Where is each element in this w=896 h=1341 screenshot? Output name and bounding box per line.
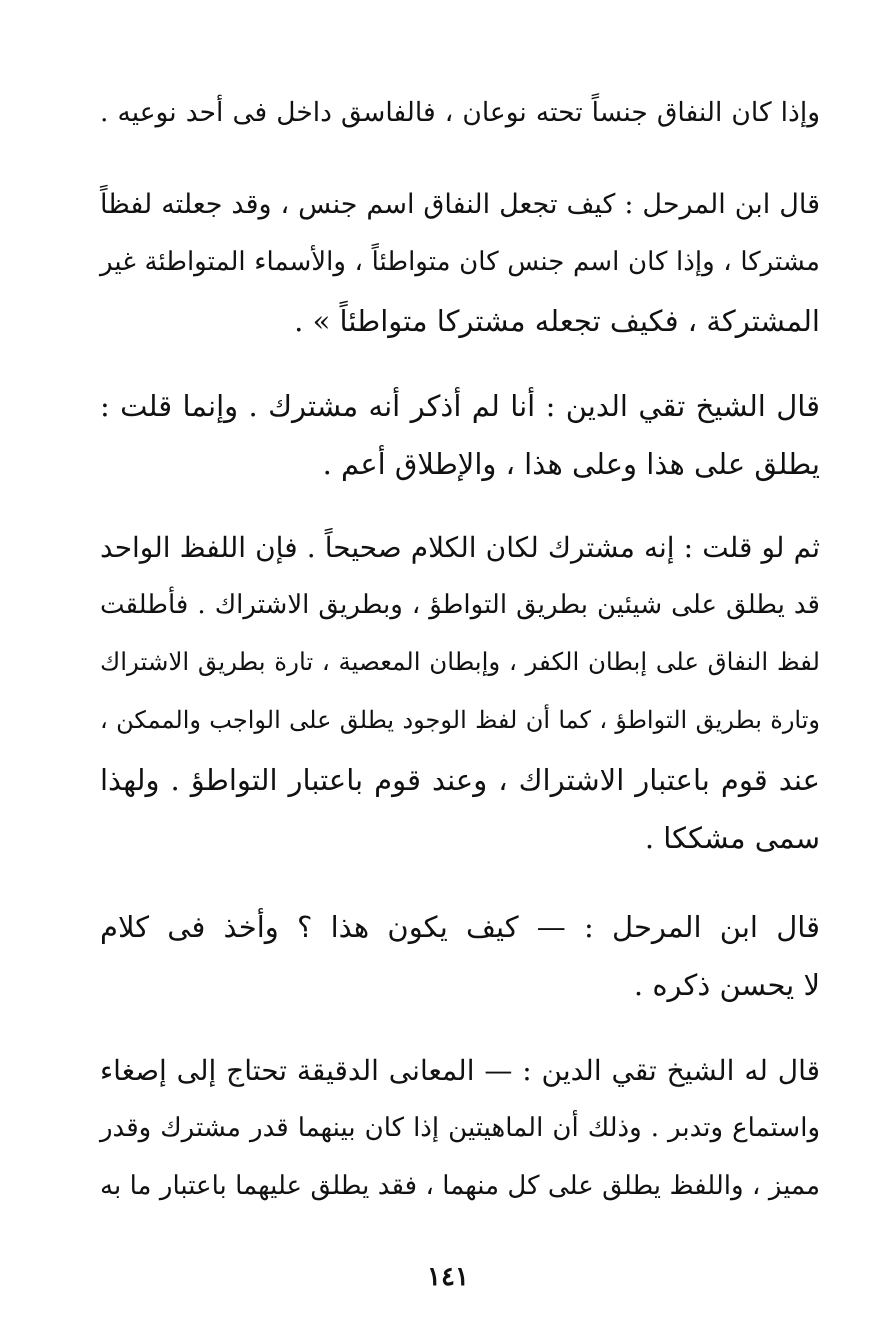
text-line: عند قوم باعتبار الاشتراك ، وعند قوم باعتبار التواطؤ . ولهذا xyxy=(100,763,820,797)
text-line: يطلق على هذا وعلى هذا ، والإطلاق أعم . xyxy=(322,447,820,481)
text-line: المشتركة ، فكيف تجعله مشتركا متواطئاً » . xyxy=(294,304,820,338)
text-line: سمى مشككا . xyxy=(644,821,820,855)
text-line: قال ابن المرحل : — كيف يكون هذا ؟ وأخذ فى كلام xyxy=(100,910,820,944)
paragraph-3 xyxy=(100,389,821,494)
text-line: مشتركا ، وإذا كان اسم جنس كان متواطئاً ، والأسماء المتواطئة غير xyxy=(100,247,820,277)
paragraph-4 xyxy=(100,531,820,868)
text-line: واستماع وتدبر . وذلك أن الماهيتين إذا كان بينهما قدر مشترك وقدر xyxy=(100,1113,820,1143)
text-line: لا يحسن ذكره . xyxy=(633,968,820,1002)
text-line: قال الشيخ تقي الدين : أنا لم أذكر أنه مشترك . وإنما قلت : xyxy=(100,389,821,423)
paragraph-5 xyxy=(100,910,820,1015)
page-number: ١٤١ xyxy=(427,1262,469,1292)
paragraph-1 xyxy=(100,97,820,144)
text-line: مميز ، واللفظ يطلق على كل منهما ، فقد يطلق عليهما باعتبار ما به xyxy=(100,1171,820,1201)
text-line: قال ابن المرحل : كيف تجعل النفاق اسم جنس ، وقد جعلته لفظاً xyxy=(100,189,820,220)
text-line: قد يطلق على شيئين بطريق التواطؤ ، وبطريق الاشتراك . فأطلقت xyxy=(100,590,820,620)
text-line: لفظ النفاق على إبطان الكفر ، وإبطان المعصية ، تارة بطريق الاشتراك xyxy=(100,647,820,676)
text-line: وإذا كان النفاق جنساً تحته نوعان ، فالفاسق داخل فى أحد نوعيه . xyxy=(100,97,820,128)
paragraph-2 xyxy=(100,191,820,351)
text-line: قال له الشيخ تقي الدين : — المعانى الدقيقة تحتاج إلى إصغاء xyxy=(100,1054,820,1087)
paragraph-6 xyxy=(100,1054,820,1217)
text-line: ثم لو قلت : إنه مشترك لكان الكلام صحيحاً . فإن اللفظ الواحد xyxy=(100,531,820,564)
text-line: وتارة بطريق التواطؤ ، كما أن لفظ الوجود يطلق على الواجب والممكن ، xyxy=(100,706,820,734)
